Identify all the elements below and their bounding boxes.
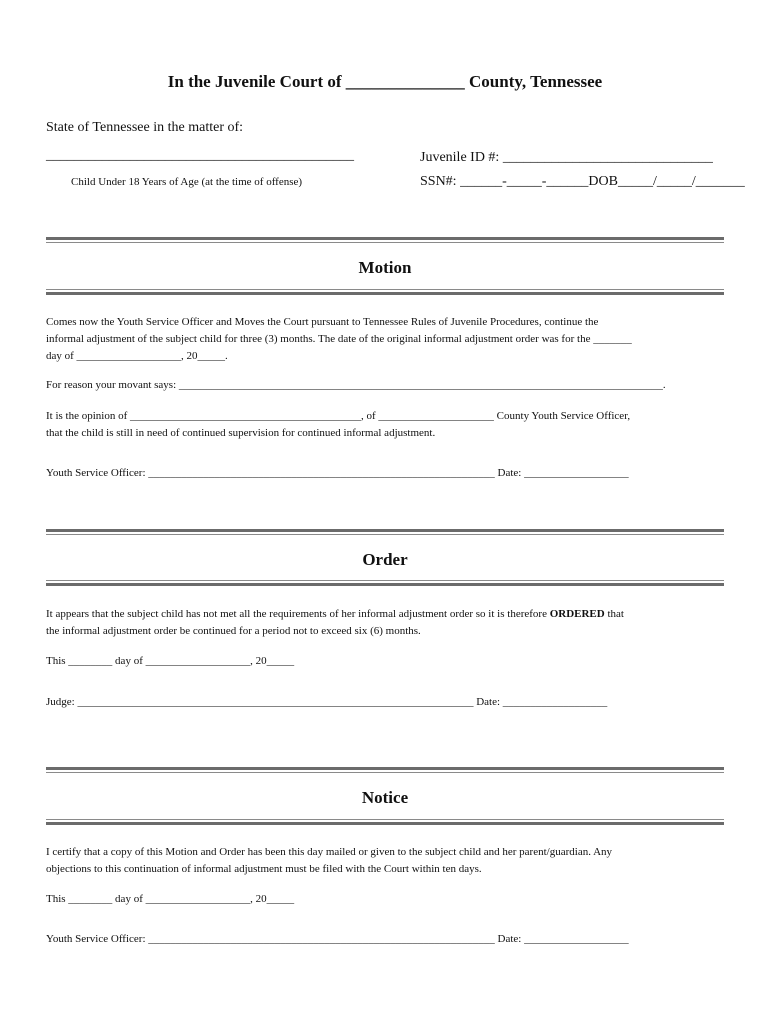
judge-signature[interactable]: Judge: ________________________________________________________________________ Date: ___________________ <box>46 696 608 708</box>
court-title: In the Juvenile Court of ______________ County, Tennessee <box>167 72 603 91</box>
section-divider <box>46 819 724 825</box>
section-divider <box>46 237 724 243</box>
notice-paragraph <box>46 844 726 878</box>
section-divider <box>46 289 724 295</box>
opinion-line[interactable]: It is the opinion of __________________________________________, of _____________________ County Youth Service Officer, <box>46 410 631 422</box>
section-divider <box>46 767 724 773</box>
order-heading: Order <box>362 550 408 569</box>
state-line: State of Tennessee in the matter of: <box>46 120 244 135</box>
order-line: the informal adjustment order be continued for a period not to exceed six (6) months. <box>46 625 421 637</box>
notice-line: I certify that a copy of this Motion and Order has been this day mailed or given to the subject child and her parent/guardian. Any <box>46 846 613 858</box>
youth-officer-signature[interactable]: Youth Service Officer: _______________________________________________________________ Date: ___________________ <box>46 467 629 479</box>
reason-field[interactable]: For reason your movant says: ________________________________________________________________________________________. <box>46 379 666 391</box>
order-text: It appears that the subject child has not met all the requirements of her informal adjustment order so it is therefore <box>46 608 550 620</box>
section-divider <box>46 580 724 586</box>
motion-heading: Motion <box>358 258 412 277</box>
notice-officer-signature[interactable]: Youth Service Officer: _______________________________________________________________ Date: ___________________ <box>46 933 629 945</box>
ssn-dob-field[interactable]: SSN#: ______-_____-______DOB_____/_____/_______ <box>420 174 745 189</box>
opinion-paragraph <box>46 408 726 442</box>
notice-date-field[interactable]: This ________ day of ___________________, 20_____ <box>46 893 295 905</box>
section-divider <box>46 529 724 535</box>
motion-line: informal adjustment of the subject child for three (3) months. The date of the original informal adjustment order was for the _______ <box>46 333 632 345</box>
child-name-field[interactable]: ____________________________________________ <box>46 148 354 163</box>
motion-paragraph <box>46 314 726 365</box>
order-text: that <box>604 608 624 620</box>
ordered-emphasis: ORDERED <box>549 608 605 620</box>
motion-line: day of ___________________, 20_____. <box>46 350 228 362</box>
order-paragraph <box>46 606 726 640</box>
notice-heading: Notice <box>361 788 409 807</box>
notice-line: objections to this continuation of informal adjustment must be filed with the Court within ten days. <box>46 863 482 875</box>
motion-line: Comes now the Youth Service Officer and Moves the Court pursuant to Tennessee Rules of Juvenile Procedures, continue the <box>46 316 599 328</box>
order-date-field[interactable]: This ________ day of ___________________, 20_____ <box>46 655 295 667</box>
opinion-line: that the child is still in need of continued supervision for continued informal adjustment. <box>46 427 436 439</box>
juvenile-id-field[interactable]: Juvenile ID #: ______________________________ <box>420 150 713 165</box>
child-caption: Child Under 18 Years of Age (at the time of offense) <box>71 176 303 188</box>
